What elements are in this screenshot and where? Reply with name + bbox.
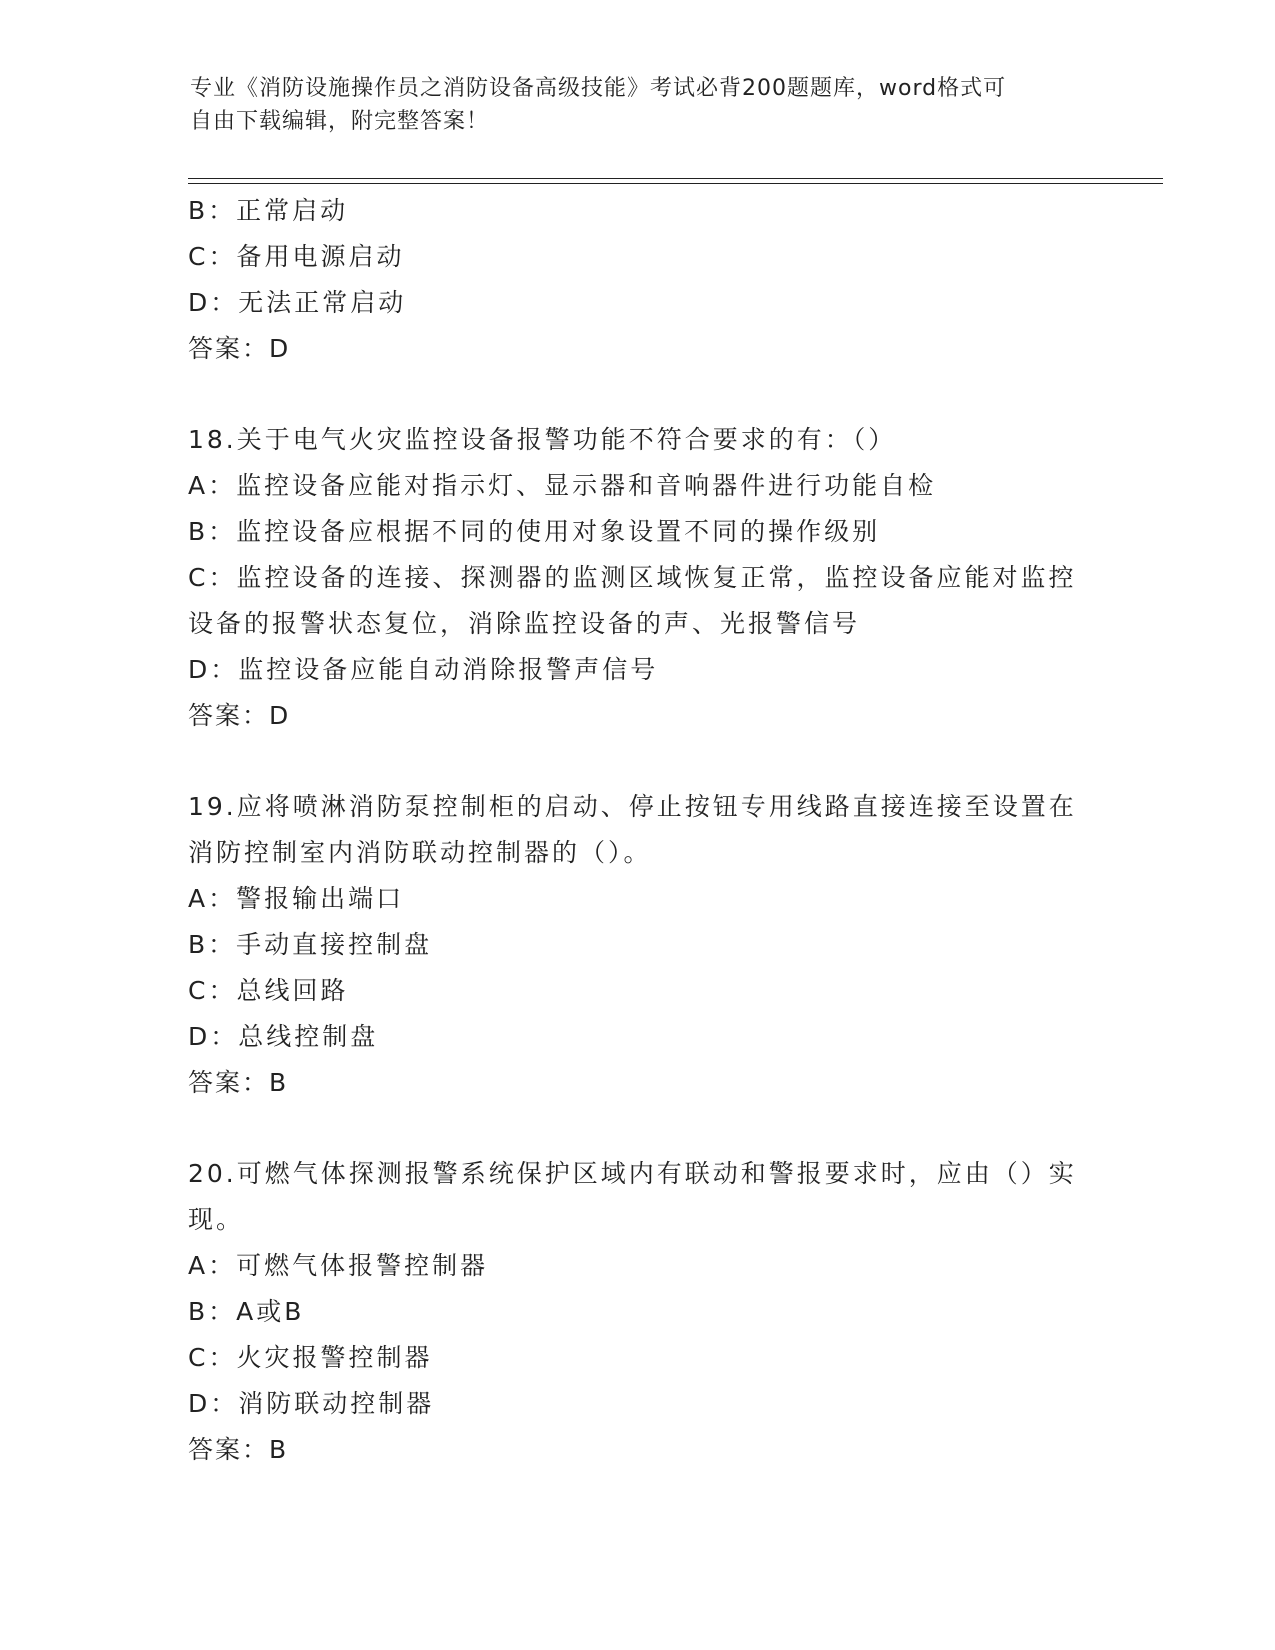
question-17-tail [188,188,1088,372]
option-d: D：无法正常启动 [188,288,407,317]
option-c: C：总线回路 [188,976,349,1005]
option-b: B：A或B [188,1297,305,1326]
answer-text: 答案：B [188,1435,289,1464]
answer-text: 答案：D [188,334,291,363]
question-20 [188,1151,1088,1473]
question-18 [188,417,1088,739]
question-stem: 20.可燃气体探测报警系统保护区域内有联动和警报要求时，应由（）实现。 [188,1159,1077,1234]
option-b: B：监控设备应根据不同的使用对象设置不同的操作级别 [188,517,881,546]
option-a: A：警报输出端口 [188,884,405,913]
header-divider-top [188,178,1163,179]
option-b: B：正常启动 [188,196,349,225]
question-19 [188,784,1088,1106]
question-stem: 19.应将喷淋消防泵控制柜的启动、停止按钮专用线路直接连接至设置在消防控制室内消防联动控制器的（）。 [188,792,1077,867]
answer-text: 答案：B [188,1068,289,1097]
option-c: C：备用电源启动 [188,242,405,271]
option-c: C：监控设备的连接、探测器的监测区域恢复正常，监控设备应能对监控设备的报警状态复位，消除监控设备的声、光报警信号 [188,563,1077,638]
option-d: D：监控设备应能自动消除报警声信号 [188,655,659,684]
option-d: D：消防联动控制器 [188,1389,435,1418]
option-a: A：可燃气体报警控制器 [188,1251,489,1280]
question-stem: 18.关于电气火灾监控设备报警功能不符合要求的有：（） [188,425,897,454]
spacer [188,1106,1088,1151]
document-header [190,72,1090,138]
option-a: A：监控设备应能对指示灯、显示器和音响器件进行功能自检 [188,471,937,500]
answer-text: 答案：D [188,701,291,730]
spacer [188,372,1088,417]
option-c: C：火灾报警控制器 [188,1343,433,1372]
option-b: B：手动直接控制盘 [188,930,433,959]
question-list [188,188,1088,1473]
header-line-1: 专业《消防设施操作员之消防设备高级技能》考试必背200题题库，word格式可 [190,76,1007,101]
option-d: D：总线控制盘 [188,1022,379,1051]
spacer [188,739,1088,784]
header-line-2: 自由下载编辑，附完整答案！ [190,109,490,134]
header-divider-bottom [188,183,1163,184]
